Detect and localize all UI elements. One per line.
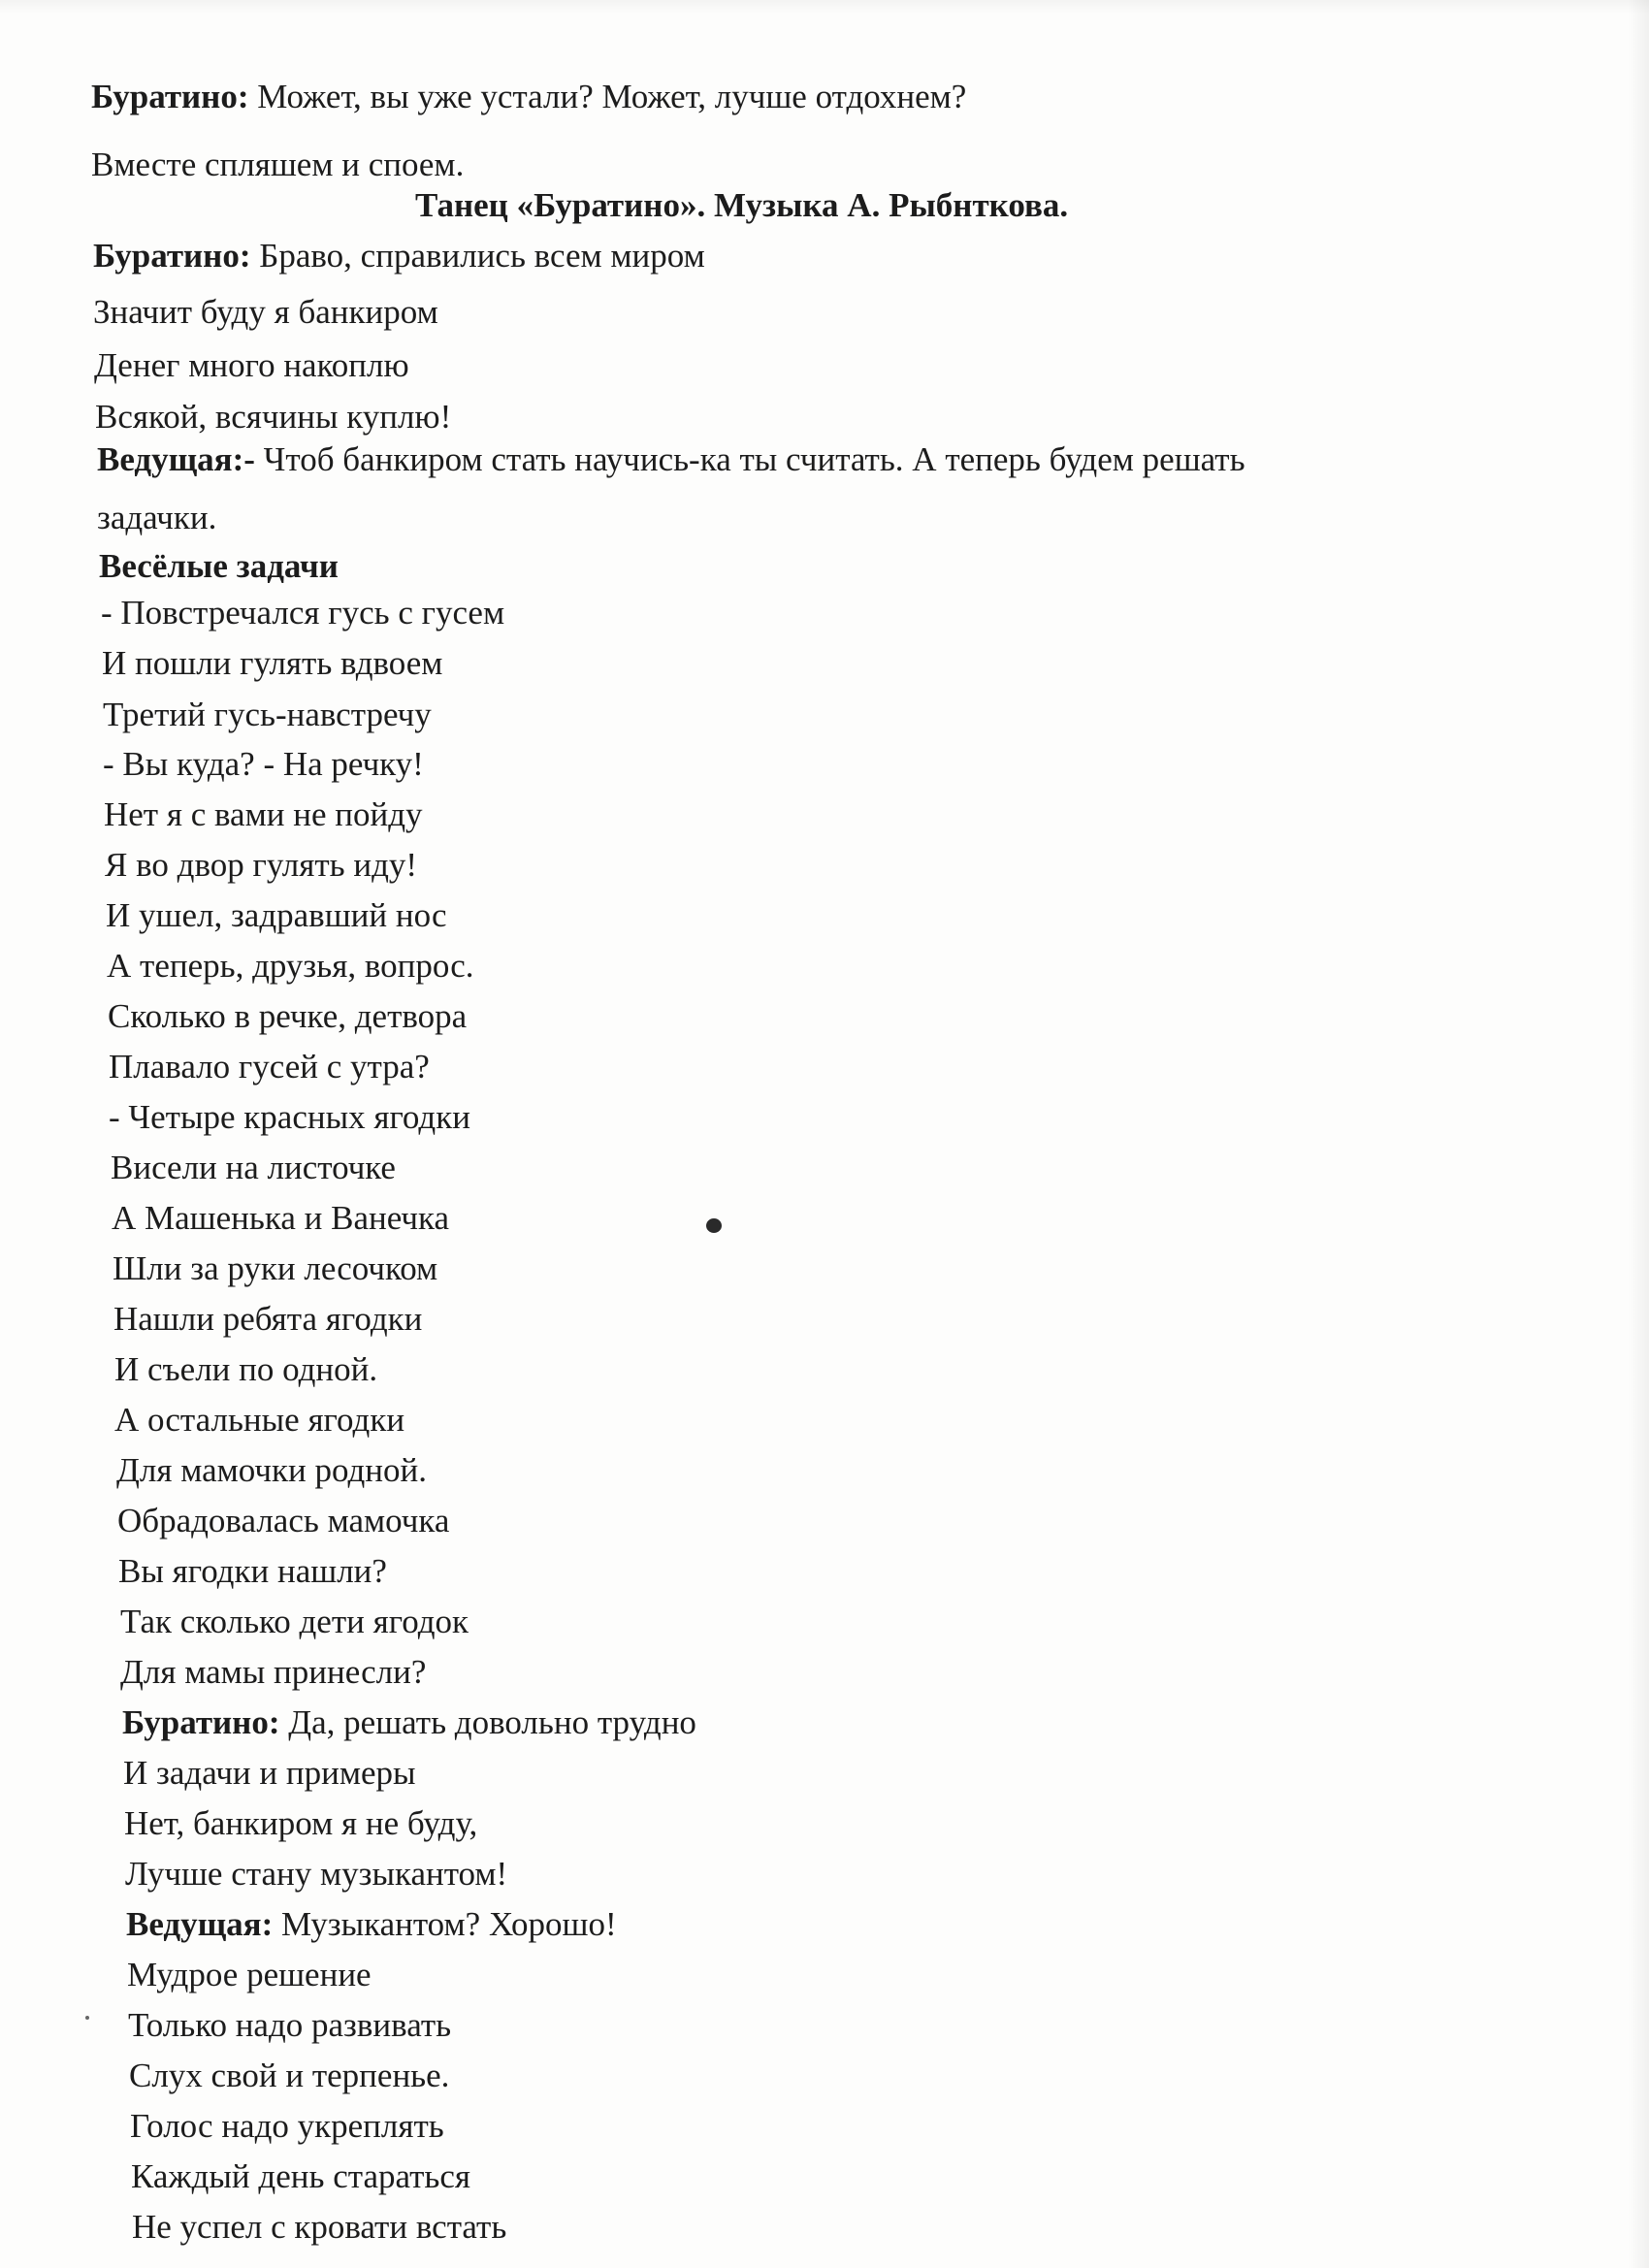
text-line: [109, 1046, 430, 1088]
text-line: [113, 1298, 422, 1341]
text-line: [114, 1399, 404, 1442]
text-line: [106, 894, 447, 937]
text-line: [123, 1752, 416, 1795]
line-text: Да, решать довольно трудно: [279, 1703, 696, 1741]
line-text: Только надо развивать: [128, 2006, 452, 2044]
text-line: [116, 1449, 427, 1492]
line-text: Денег много накоплю: [94, 346, 409, 384]
line-text: Всякой, всячины куплю!: [95, 398, 452, 436]
line-text: Лучше стану музыкантом!: [125, 1855, 508, 1893]
text-line: [91, 76, 966, 118]
line-text: Каждый день стараться: [131, 2157, 470, 2195]
line-text: Так сколько дети ягодок: [120, 1603, 469, 1640]
text-line: [126, 1903, 617, 1946]
line-text: задачки.: [97, 499, 217, 536]
text-line: [118, 1550, 387, 1593]
speaker-label: Ведущая:: [126, 1905, 274, 1943]
text-line: [97, 438, 1245, 481]
text-line: [120, 1651, 426, 1694]
line-text: Третий гусь-навстречу: [103, 696, 432, 733]
line-text: Браво, справились всем миром: [250, 237, 705, 275]
line-text: Вы ягодки нашли?: [118, 1552, 387, 1590]
text-line: [131, 2155, 470, 2198]
line-text: Обрадовалась мамочка: [117, 1502, 450, 1539]
text-line: [109, 1096, 470, 1139]
line-text: И съели по одной.: [114, 1350, 378, 1388]
text-line: [101, 592, 504, 634]
text-line: [108, 995, 467, 1038]
line-text: Для мамочки родной.: [116, 1451, 427, 1489]
section-heading: Весёлые задачи: [99, 547, 339, 585]
line-text: Мудрое решение: [127, 1956, 372, 1993]
speaker-label: Буратино:: [93, 237, 251, 275]
text-line: [127, 1954, 372, 1996]
line-text: Не успел с кровати встать: [132, 2208, 507, 2246]
text-line: [124, 1802, 477, 1845]
text-line: [113, 1247, 437, 1290]
line-text: Вместе спляшем и споем.: [91, 146, 465, 183]
line-text: Сколько в речке, детвора: [108, 997, 468, 1035]
line-text: Музыкантом? Хорошо!: [273, 1905, 617, 1943]
scan-top-shadow: [0, 0, 1649, 14]
line-text: Чтоб банкиром стать научись-ка ты считать. А теперь будем решать: [254, 440, 1245, 478]
line-text: Голос надо укреплять: [130, 2107, 444, 2145]
text-line: [94, 344, 409, 387]
ink-speck: [85, 2016, 89, 2020]
line-text: Значит буду я банкиром: [93, 293, 438, 331]
text-line: [114, 1348, 377, 1391]
text-line: [104, 794, 423, 836]
text-line: [112, 1197, 449, 1240]
text-line: [117, 1500, 449, 1542]
text-line: [128, 2004, 451, 2047]
line-text: - Повстречался гусь с гусем: [101, 594, 505, 632]
text-line: [122, 1701, 696, 1744]
text-line: [103, 743, 424, 786]
line-text: А Машенька и Ванечка: [112, 1199, 449, 1237]
line-text: Нет, банкиром я не буду,: [124, 1804, 478, 1842]
text-line: [93, 235, 705, 277]
line-text: Висели на листочке: [111, 1149, 396, 1186]
line-text: - Вы куда? - На речку!: [103, 745, 424, 783]
speaker-label: Буратино:: [122, 1703, 280, 1741]
text-line: [91, 144, 464, 186]
line-text: И пошли гулять вдвоем: [102, 644, 443, 682]
text-line: [103, 694, 432, 736]
speaker-label: Ведущая:-: [97, 440, 255, 478]
line-text: И задачи и примеры: [123, 1754, 416, 1792]
text-line: [105, 844, 417, 887]
line-text: Слух свой и терпенье.: [129, 2057, 450, 2094]
text-line: [132, 2206, 506, 2249]
line-text: А теперь, друзья, вопрос.: [107, 947, 474, 985]
line-text: Плавало гусей с утра?: [109, 1048, 430, 1085]
text-line: [95, 396, 451, 438]
line-text: И ушел, задравший нос: [106, 896, 447, 934]
text-line: [129, 2055, 449, 2097]
line-text: Может, вы уже устали? Может, лучше отдохнем?: [248, 78, 967, 115]
text-line: [97, 497, 216, 539]
ink-speck: [706, 1218, 722, 1233]
line-text: Нашли ребята ягодки: [113, 1300, 423, 1338]
line-text: Для мамы принесли?: [120, 1653, 427, 1691]
line-text: - Четыре красных ягодки: [109, 1098, 470, 1136]
text-line: [111, 1147, 396, 1189]
text-line: [130, 2105, 444, 2148]
text-line: [120, 1601, 469, 1643]
speaker-label: Буратино:: [91, 78, 249, 115]
line-text: Я во двор гулять иду!: [105, 846, 418, 884]
text-line: [107, 945, 474, 988]
text-line: [93, 291, 438, 334]
scan-edge-shadow: [1628, 0, 1649, 2268]
line-text: Нет я с вами не пойду: [104, 795, 423, 833]
dance-title: Танец «Буратино». Музыка А. Рыбнткова.: [415, 186, 1069, 224]
text-line: [125, 1853, 507, 1895]
text-line: [102, 642, 442, 685]
line-text: А остальные ягодки: [114, 1401, 405, 1439]
line-text: Шли за руки лесочком: [113, 1249, 438, 1287]
